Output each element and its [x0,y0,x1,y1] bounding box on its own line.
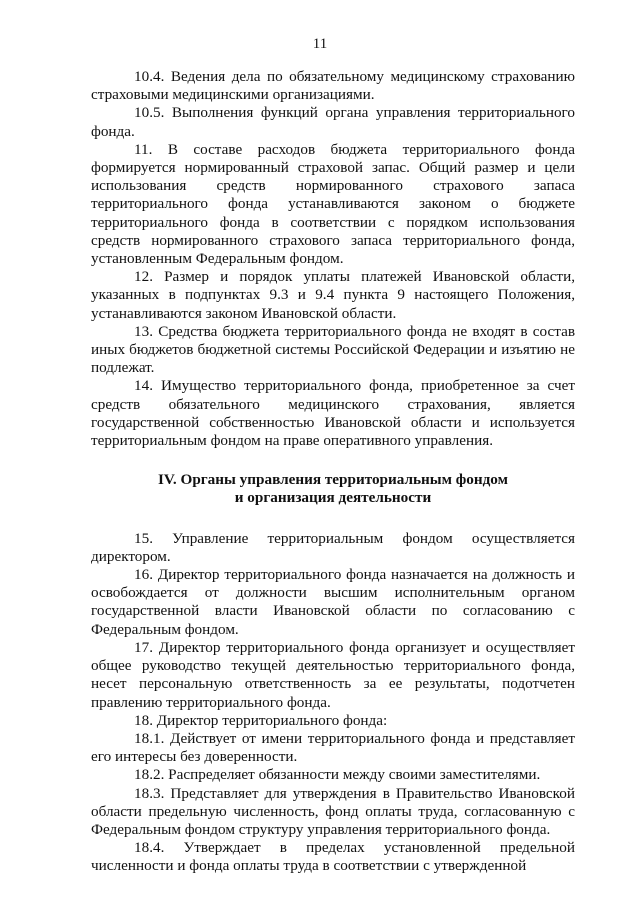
document-body [91,68,575,876]
section-heading-line-1: IV. Органы управления территориальным фондом [158,471,508,489]
paragraph-12: 12. Размер и порядок уплаты платежей Ивановской области, указанных в подпунктах 9.3 и 9.4 пункта 9 настоящего Положения, устанавливаются законом Ивановской области. [91,268,575,322]
paragraph-13: 13. Средства бюджета территориального фонда не входят в состав иных бюджетов бюджетной системы Российской Федерации и изъятию не подлежат. [91,322,575,377]
paragraph-17: 17. Директор территориального фонда организует и осуществляет общее руководство текущей деятельностью территориального фонда, несет персональную ответственность за ее результаты, подотчетен правлению территориального фонда. [91,638,575,711]
page-number: 11 [312,36,328,52]
paragraph-11: 11. В составе расходов бюджета территориального фонда формируется нормированный страховой запас. Общий размер и цели использования средств нормированного страхового запаса территориального фонда устанавливаются законом о бюджете территориального фонда в соответствии с порядком использования средств нормированного страхового запаса территориального фонда, установленным Федеральным фондом. [91,140,575,268]
paragraph-18-1: 18.1. Действует от имени территориального фонда и представляет его интересы без доверенности. [91,729,575,766]
paragraph-18: 18. Директор территориального фонда: [134,711,388,729]
paragraph-14: 14. Имущество территориального фонда, приобретенное за счет средств обязательного медицинского страхования, является государственной собственностью Ивановской области и используется территориальным фондом на праве оперативного управления. [91,377,575,450]
paragraph-18-3: 18.3. Представляет для утверждения в Правительство Ивановской области предельную численность, фонд оплаты труда, согласованную с Федеральным фондом структуру управления территориального фонда. [91,784,575,838]
section-heading [91,471,575,507]
paragraph-15: 15. Управление территориальным фондом осуществляется директором. [91,529,575,565]
paragraph-10-5: 10.5. Выполнения функций органа управления территориального фонда. [91,104,575,140]
paragraph-16: 16. Директор территориального фонда назначается на должность и освобождается от должности высшим исполнительным органом государственной власти Ивановской области по согласованию с Федеральным фондом. [91,566,575,638]
paragraph-18-2: 18.2. Распределяет обязанности между своими заместителями. [134,766,541,784]
paragraph-10-4: 10.4. Ведения дела по обязательному медицинскому страхованию страховыми медицинскими организациями. [91,68,575,104]
paragraph-18-4: 18.4. Утверждает в пределах установленной предельной численности и фонда оплаты труда в соответствии с утвержденной [91,839,575,875]
section-heading-line-2: и организация деятельности [234,489,432,507]
